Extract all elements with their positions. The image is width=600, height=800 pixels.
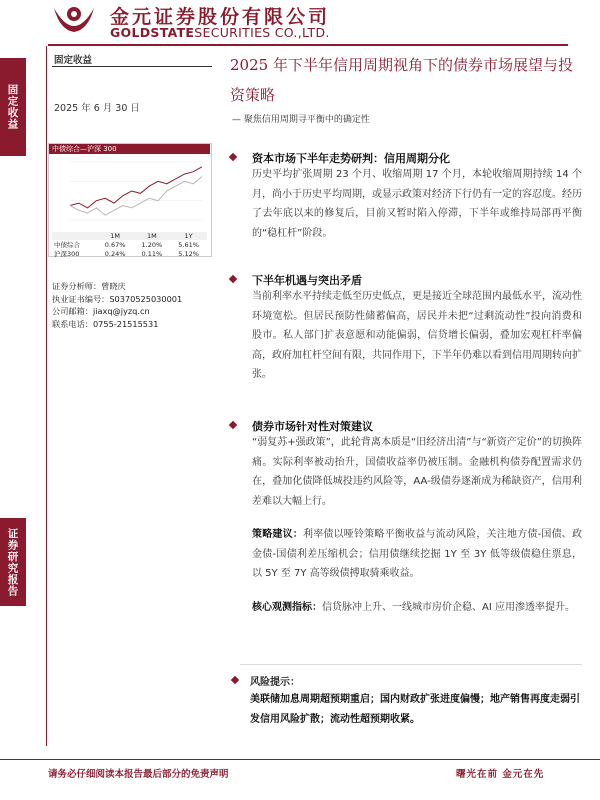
footer-rule: [0, 759, 600, 760]
category-label: 固定收益: [54, 55, 93, 66]
bullet-icon: [231, 676, 239, 684]
strategy-label: 策略建议：: [252, 529, 303, 540]
bullet-icon: [229, 421, 237, 429]
section-paragraph: “弱复苏+强政策”，此轮背离本质是“旧经济出清”与“新资产定价”的切换阵痛。实际利率被动抬升，国债收益率仍被压制。金融机构债券配置需求仍在，叠加化债降低城投违约风险等，AA-级债券逐渐成为稀缺资产，信用利差难以大幅上行。: [252, 437, 582, 507]
table-header-cell: [52, 232, 97, 240]
report-date: 2025 年 6 月 30 日: [54, 103, 140, 114]
indicator-paragraph: [252, 598, 582, 618]
category-rule: [52, 66, 212, 67]
table-cell: 5.12%: [178, 249, 199, 258]
risk-divider: [240, 664, 582, 665]
section-heading: 资本市场下半年走势研判：信用周期分化: [252, 152, 450, 165]
section-paragraph: 历史平均扩张周期 23 个月、收缩周期 17 个月，本轮收缩周期持续 14 个月，尚小于历史平均周期，或显示政策对经济下行仍有一定的容忍度。经历了去年底以来的修复后，目前又暂时陷入停滞，下半年或维持局部再平衡的“稳杠杆”阶段。: [252, 169, 582, 239]
table-header-cell: 1M: [146, 232, 157, 240]
brand-name-en: GOLDSTATESECURITIES CO.,LTD.: [110, 25, 330, 40]
table-header-cell: 1Y: [184, 232, 193, 240]
table-cell: 沪深300: [54, 250, 80, 258]
section-heading: 下半年机遇与突出矛盾: [252, 274, 362, 287]
chart-series-line-0: [70, 167, 202, 208]
table-header-cell: 1M: [110, 232, 120, 240]
report-title: 2025 年下半年信用周期视角下的债券市场展望与投资策略: [230, 56, 573, 104]
analyst-license: 执业证书编号：S0370525030001: [52, 293, 183, 304]
table-row: [52, 240, 207, 249]
company-logo: [52, 4, 96, 42]
header-rule: [48, 44, 568, 46]
risk-heading: 风险提示：: [250, 677, 300, 688]
performance-table: [52, 232, 207, 258]
strategy-text: 利率债以哑铃策略平衡收益与流动风险，关注地方债-国债、政金债-国债利差压缩机会；信用债继续挖掘 1Y 至 3Y 低等级债稳住票息，以 5Y 至 7Y 高等级债搏取骑乘收益。: [252, 529, 583, 579]
analyst-email[interactable]: 公司邮箱：jiaxq@jyzq.cn: [52, 306, 150, 316]
table-cell: 0.11%: [141, 249, 163, 258]
bullet-icon: [229, 275, 237, 283]
table-row: [52, 249, 207, 258]
side-tab-research-report: 证券研究报告: [0, 518, 26, 606]
brand-name-cn: 金元证券股份有限公司: [110, 6, 331, 28]
indicator-text: 信贷脉冲上升、一线城市房价企稳、AI 应用渗透率提升。: [322, 602, 575, 613]
table-header-row: [52, 232, 207, 240]
section-heading: 债券市场针对性对策建议: [252, 420, 373, 433]
chart-series-line-1: [70, 177, 202, 216]
column-divider: [46, 46, 47, 746]
footer-slogan: 曙光在前 金元在先: [456, 769, 545, 780]
table-cell: 0.67%: [104, 240, 126, 249]
table-cell: 1.20%: [141, 240, 163, 249]
table-cell: 5.61%: [178, 240, 199, 249]
table-cell: 中债综合: [54, 241, 80, 249]
chart-title: 中债综合—沪深 300: [49, 144, 210, 154]
analyst-name: 证券分析师：曾晓庆: [52, 281, 126, 291]
risk-text: 美联储加息周期超预期重启；国内财政扩张进度偏慢；地产销售再度走弱引发信用风险扩散；流动性超预期收紧。: [250, 694, 580, 725]
analyst-phone: 联系电话：0755-21515531: [52, 318, 159, 329]
indicator-label: 核心观测指标：: [252, 602, 322, 613]
disclaimer-link[interactable]: 请务必仔细阅读本报告最后部分的免责声明: [48, 769, 229, 780]
strategy-paragraph: [252, 525, 582, 584]
side-tab-fixed-income: 固定收益: [0, 58, 26, 156]
analyst-info: [52, 280, 182, 330]
bullet-icon: [229, 153, 237, 161]
report-subtitle: — 聚焦信用周期寻平衡中的确定性: [232, 115, 370, 125]
performance-chart: [52, 158, 206, 228]
table-cell: 0.24%: [104, 249, 126, 258]
section-paragraph: 当前利率水平持续走低至历史低点，更是接近全球范围内最低水平，流动性环境宽松。但居民预防性储蓄偏高，居民并未把“过剩流动性”投向消费和股市。私人部门扩表意愿和动能偏弱，信贷增长偏弱，叠加宏观杠杆率偏高，政府加杠杆空间有限，共同作用下，下半年仍难以看到信用周期转向扩张。: [252, 291, 582, 380]
